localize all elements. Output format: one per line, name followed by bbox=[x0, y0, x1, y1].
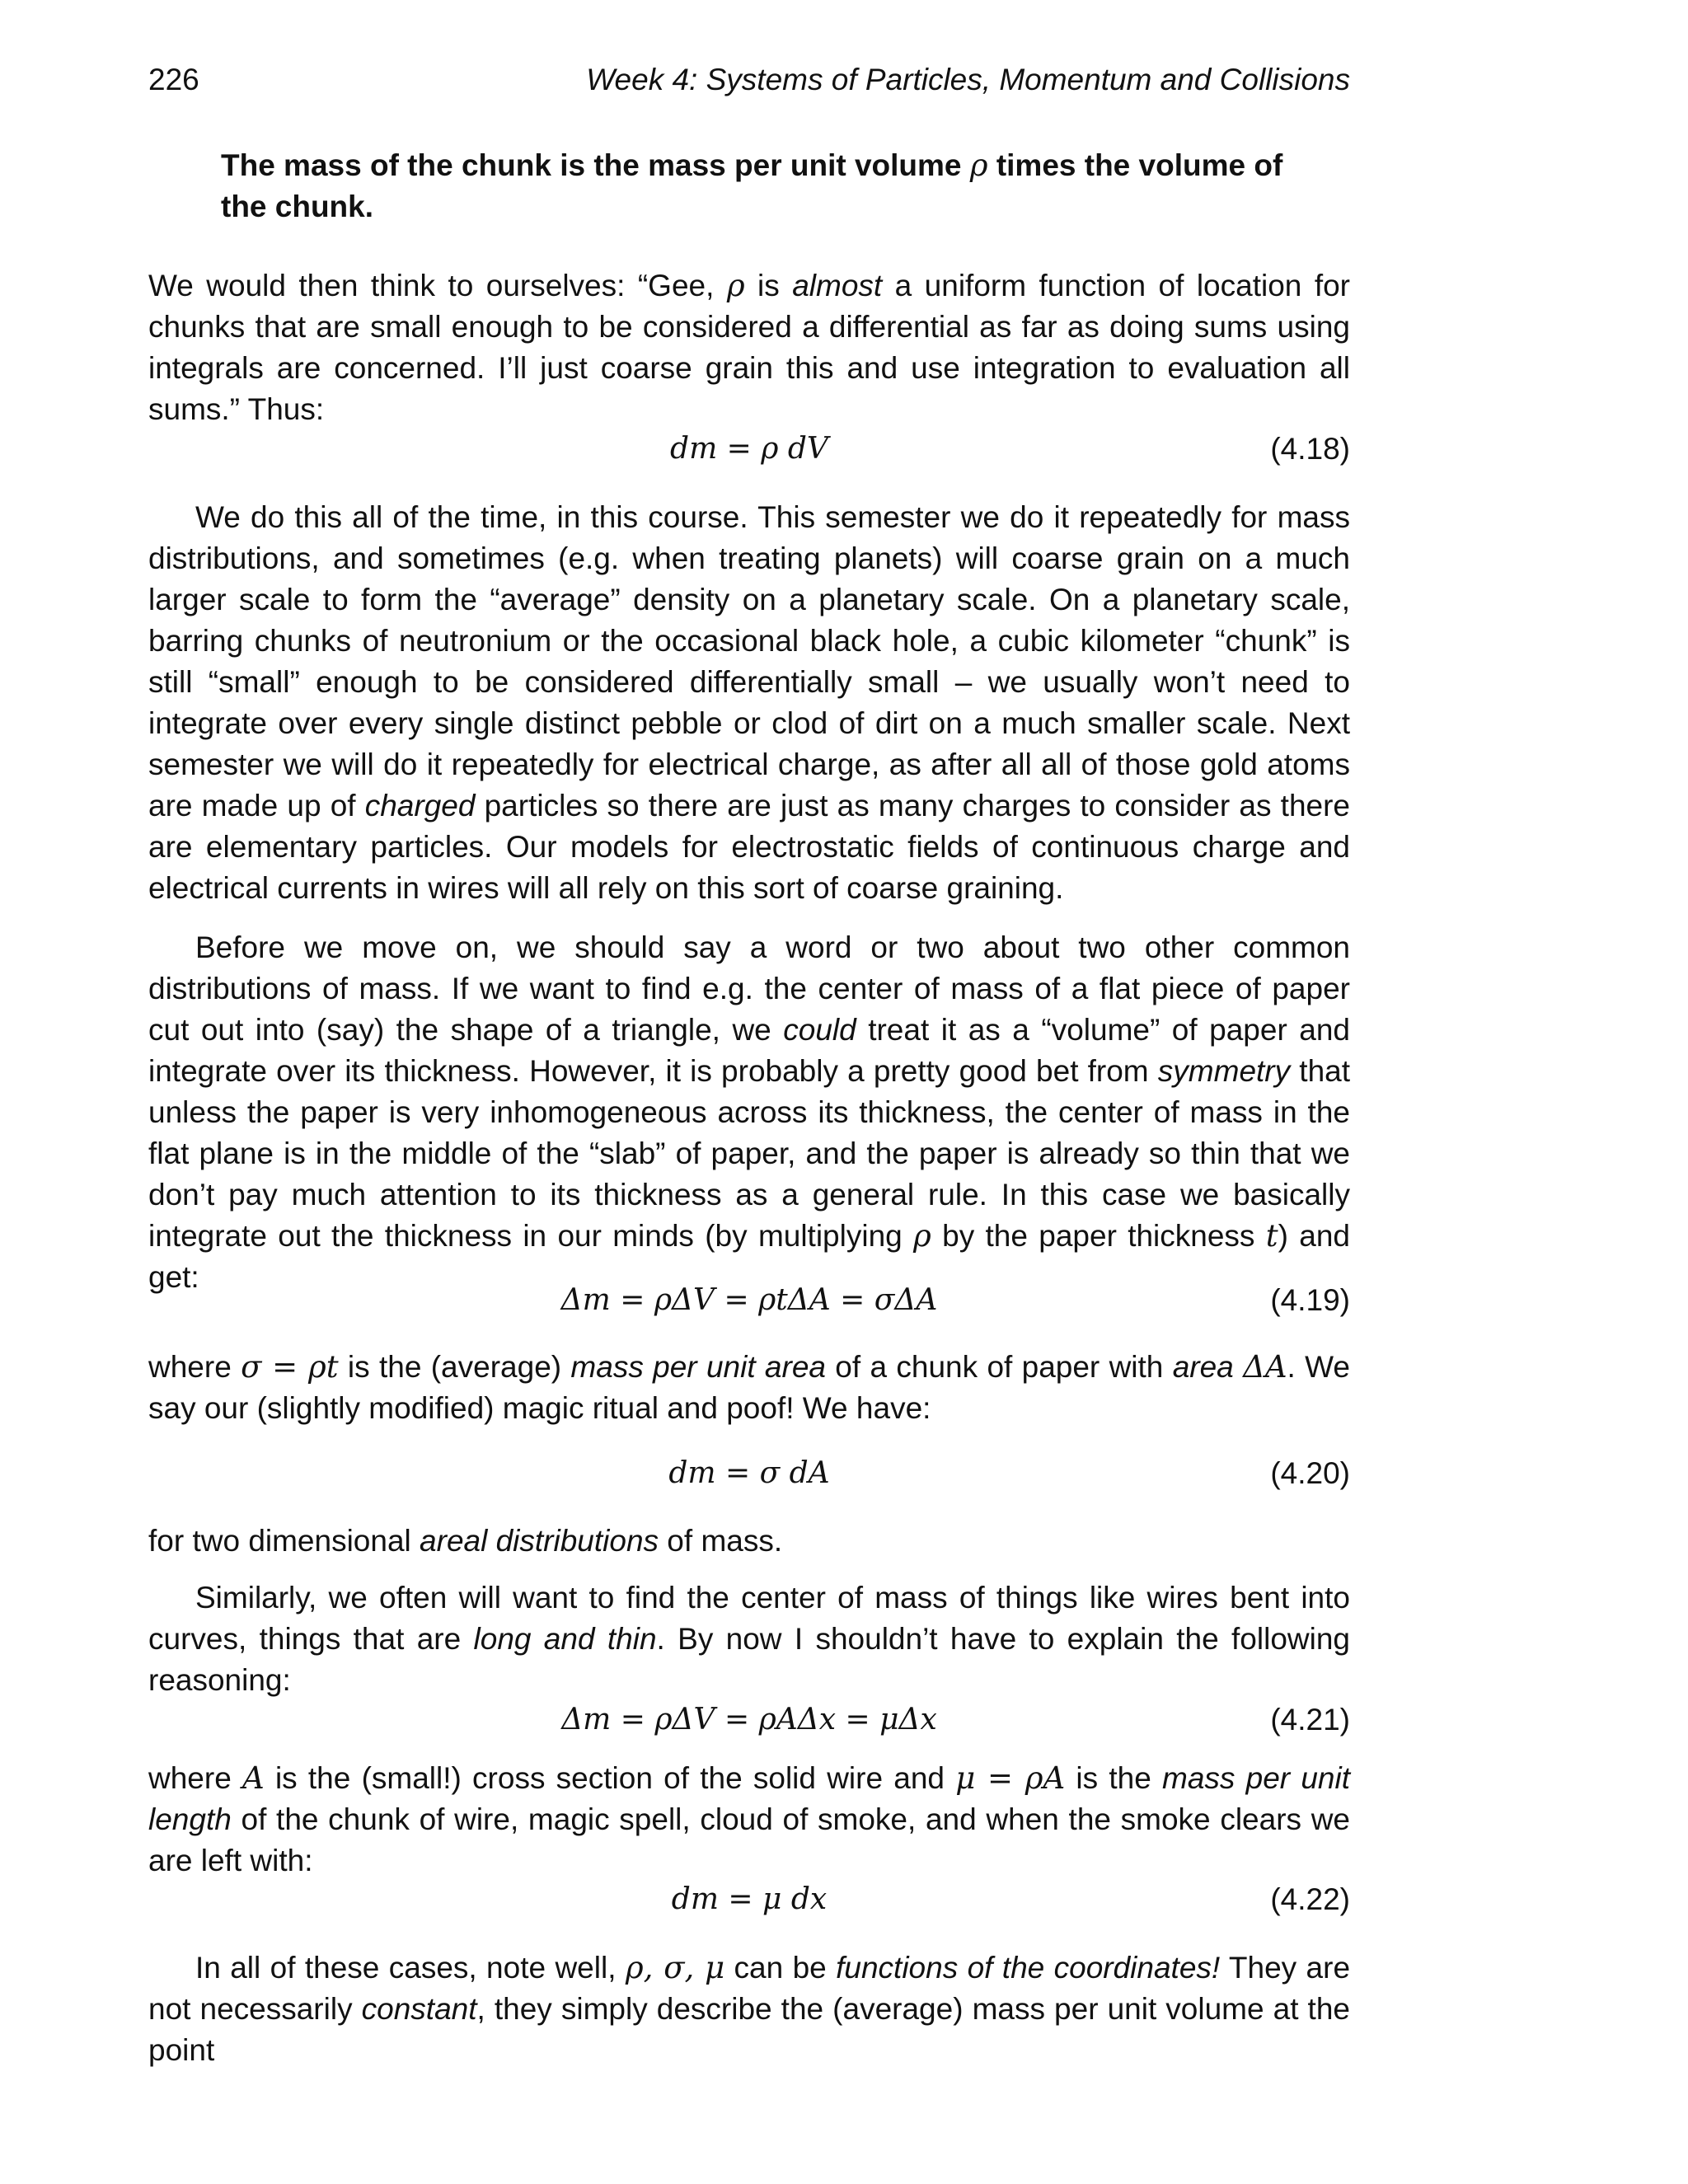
equation-number: (4.18) bbox=[1270, 432, 1350, 466]
equation-formula: dm = ρ dV bbox=[670, 432, 828, 466]
p4-text-d bbox=[1234, 1350, 1243, 1384]
p3-text-e: ) and get: bbox=[148, 1219, 1350, 1294]
equation-formula: Δm = ρΔV = ρtΔA = σΔA bbox=[560, 1283, 938, 1317]
equation-4-20 bbox=[148, 1453, 1350, 1494]
equation-number: (4.20) bbox=[1270, 1456, 1350, 1490]
p7-text-b: is the (small!) cross section of the solid wire and bbox=[264, 1761, 956, 1795]
p4-text-e: . We say our (slightly modified) magic ritual and poof! We have: bbox=[148, 1350, 1350, 1425]
paragraph-7 bbox=[148, 1758, 1350, 1882]
p3-text-a: Before we move on, we should say a word or two about two other common distributions of mass. If we want to find e.g. the center of mass of a flat piece of paper cut out into (say) the shape of a triangle, we bbox=[148, 930, 1350, 1047]
statement-text-2: times the volume of the chunk. bbox=[221, 148, 1283, 223]
paragraph-5 bbox=[148, 1521, 1350, 1562]
equation-number: (4.19) bbox=[1270, 1283, 1350, 1317]
p7-text-d: of the chunk of wire, magic spell, cloud of smoke, and when the smoke clears we are left with: bbox=[148, 1802, 1350, 1877]
density-symbols: ρ, σ, μ bbox=[625, 1950, 725, 1985]
p6-text-b: . By now I shouldn’t have to explain the following reasoning: bbox=[148, 1622, 1350, 1697]
paragraph-2 bbox=[148, 497, 1350, 909]
p4-text-a: where bbox=[148, 1350, 241, 1384]
equation-4-21 bbox=[148, 1699, 1350, 1741]
equation-formula: dm = σ dA bbox=[668, 1456, 830, 1490]
t-symbol: t bbox=[1265, 1218, 1278, 1254]
p2-text-a: We do this all of the time, in this course. This semester we do it repeatedly for mass distributions, and sometimes (e.g. when treating planets) will coarse grain on a much larger scale to form the “average” density on a planetary scale. On a planetary scale, barring chunks of neutronium or the occasional black hole, a cubic kilometer “chunk” is still “small” enough to be considered differentially small – we usually won’t need to integrate over every single distinct pebble or clod of dirt on a much smaller scale. Next semester we will do it repeatedly for electrical charge, as after all all of those gold atoms are made up of bbox=[148, 500, 1350, 823]
p7-text-a: where bbox=[148, 1761, 242, 1795]
equation-4-18 bbox=[148, 429, 1350, 470]
paragraph-1 bbox=[148, 265, 1350, 430]
emphasis-could: could bbox=[783, 1013, 856, 1047]
page-number: 226 bbox=[148, 63, 199, 96]
p5-text-a: for two dimensional bbox=[148, 1524, 420, 1558]
equation-number: (4.21) bbox=[1270, 1703, 1350, 1736]
p7-text-c: is the bbox=[1065, 1761, 1163, 1795]
p4-text-b: is the (average) bbox=[338, 1350, 571, 1384]
p4-text-c: of a chunk of paper with bbox=[825, 1350, 1173, 1384]
emphasis-areal: areal distributions bbox=[420, 1524, 659, 1558]
emphasis-long-thin: long and thin bbox=[473, 1622, 657, 1656]
paragraph-3 bbox=[148, 927, 1350, 1298]
sigma-definition: σ = ρt bbox=[241, 1349, 339, 1385]
mu-definition: μ = ρA bbox=[955, 1760, 1066, 1796]
p6-text-a: Similarly, we often will want to find the center of mass of things like wires bent into curves, things that are bbox=[148, 1581, 1350, 1656]
rho-symbol: ρ bbox=[969, 148, 988, 183]
p1-text-b: is bbox=[744, 269, 793, 302]
emphasis-area: area bbox=[1172, 1350, 1234, 1384]
rho-symbol: ρ bbox=[726, 268, 745, 303]
p8-text-b: can be bbox=[724, 1951, 837, 1985]
equation-formula: dm = μ dx bbox=[671, 1882, 828, 1916]
p8-text-a: In all of these cases, note well, bbox=[195, 1951, 626, 1985]
running-title: Week 4: Systems of Particles, Momentum and Collisions bbox=[586, 63, 1350, 96]
p3-text-b: treat it as a “volume” of paper and integrate over its thickness. However, it is probably a pretty good bet from bbox=[148, 1013, 1351, 1088]
equation-formula: Δm = ρΔV = ρAΔx = μΔx bbox=[561, 1703, 937, 1736]
boxed-statement bbox=[221, 145, 1284, 227]
emphasis-mass-per-length: mass per unit length bbox=[148, 1761, 1350, 1836]
p5-text-b: of mass. bbox=[659, 1524, 783, 1558]
emphasis-almost: almost bbox=[792, 269, 883, 302]
paragraph-8 bbox=[148, 1947, 1350, 2071]
equation-4-22 bbox=[148, 1879, 1350, 1920]
delta-a-symbol: ΔA bbox=[1243, 1349, 1287, 1385]
emphasis-constant: constant bbox=[361, 1992, 477, 2026]
emphasis-functions: functions of the coordinates! bbox=[836, 1951, 1221, 1985]
emphasis-charged: charged bbox=[364, 789, 476, 823]
rho-symbol: ρ bbox=[913, 1218, 931, 1254]
emphasis-mass-per-area: mass per unit area bbox=[570, 1350, 826, 1384]
emphasis-symmetry: symmetry bbox=[1157, 1054, 1291, 1088]
p2-text-b: particles so there are just as many charges to consider as there are elementary particles. Our models for electrostatic fields of continuous charge and electrical currents in wires will all rely on this sort of coarse graining. bbox=[148, 789, 1350, 905]
statement-text-1: The mass of the chunk is the mass per unit volume bbox=[221, 148, 970, 182]
paragraph-4 bbox=[148, 1347, 1350, 1429]
p3-text-d: by the paper thickness bbox=[931, 1219, 1266, 1253]
equation-number: (4.22) bbox=[1270, 1882, 1350, 1916]
p8-text-c: They are not necessarily bbox=[148, 1951, 1351, 2026]
p1-text-c: a uniform function of location for chunks that are small enough to be considered a differential as far as doing sums using integrals are concerned. I’ll just coarse grain this and use integration to evaluation all sums.” Thus: bbox=[148, 269, 1350, 426]
p3-text-c: that unless the paper is very inhomogeneous across its thickness, the center of mass in the flat plane is in the middle of the “slab” of paper, and the paper is already so thin that we don’t pay much attention to its thickness as a general rule. In this case we basically integrate out the thickness in our minds (by multiplying bbox=[148, 1054, 1350, 1253]
page-header bbox=[148, 59, 1350, 101]
p1-text-a: We would then think to ourselves: “Gee, bbox=[148, 269, 727, 302]
p8-text-d: , they simply describe the (average) mass per unit volume at the point bbox=[148, 1992, 1350, 2067]
paragraph-6 bbox=[148, 1577, 1350, 1701]
a-symbol: A bbox=[242, 1760, 265, 1796]
equation-4-19 bbox=[148, 1280, 1350, 1321]
